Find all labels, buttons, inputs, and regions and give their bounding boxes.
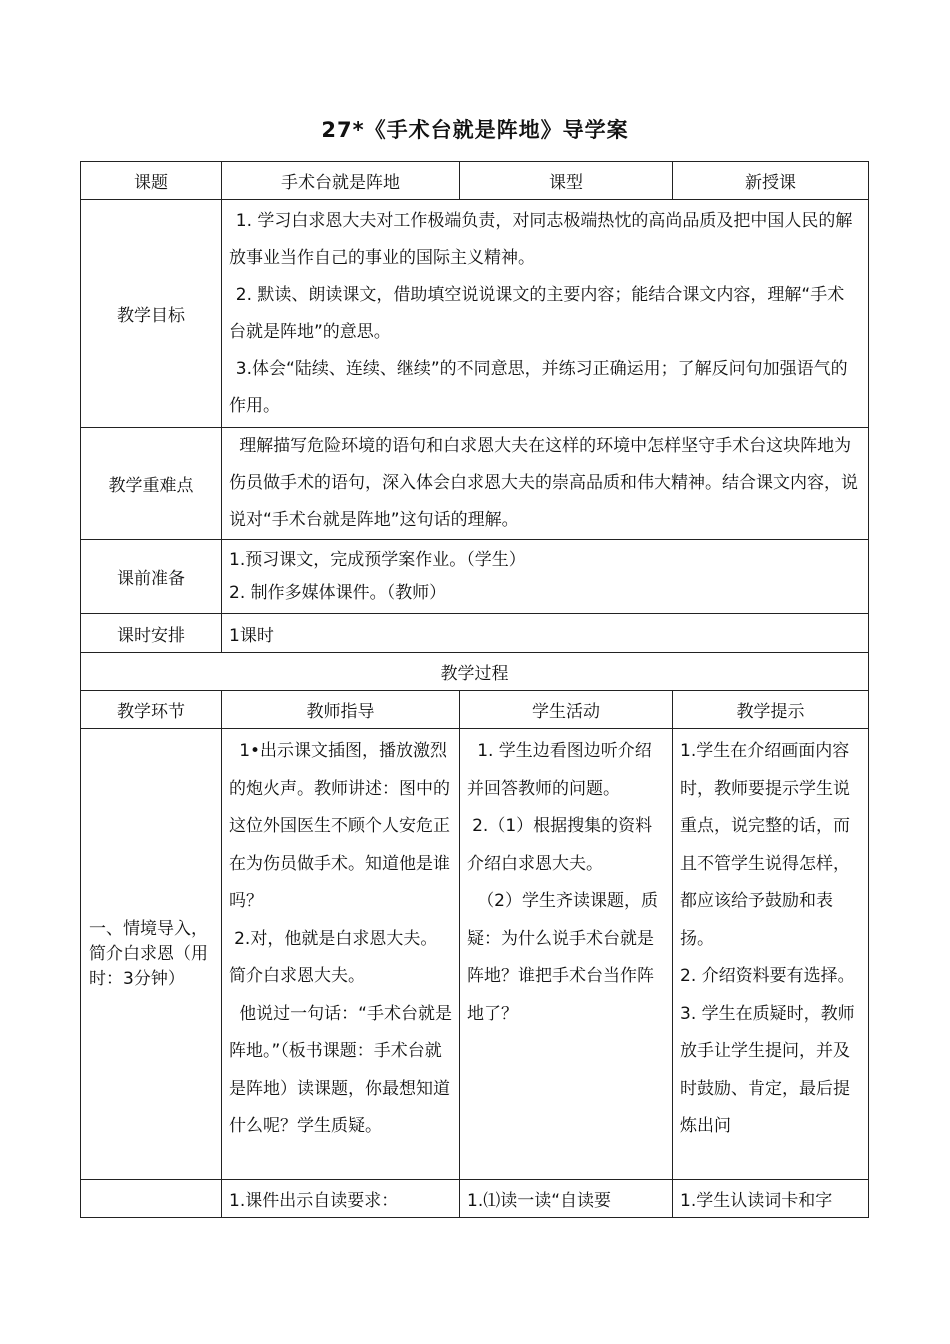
student-cell: 1.⑴读一读“自读要 bbox=[460, 1180, 673, 1218]
process-row bbox=[81, 729, 869, 1180]
column-header-tips: 教学提示 bbox=[673, 691, 869, 729]
objectives-content bbox=[222, 200, 869, 428]
student-step: 1. 学生边看图边听介绍并回答教师的问题。 bbox=[467, 741, 652, 799]
process-title: 教学过程 bbox=[81, 653, 869, 691]
key-points-text: 理解描写危险环境的语句和白求恩大夫在这样的环境中怎样坚守手术台这块阵地为伤员做手术的语句，深入体会白求恩大夫的崇高品质和伟大精神。结合课文内容，说说对“手术台就是阵地”这句话的理解。 bbox=[229, 436, 858, 530]
schedule-row bbox=[81, 614, 869, 653]
teacher-cell: 1.课件出示自读要求： bbox=[222, 1180, 460, 1218]
process-header-row bbox=[81, 691, 869, 729]
tip-item: 1.学生在介绍画面内容时，教师要提示学生说重点，说完整的话，而且不管学生说得怎样，都应该给予鼓励和表扬。 bbox=[680, 741, 850, 949]
lesson-plan-table bbox=[80, 161, 869, 1218]
key-points-row bbox=[81, 428, 869, 540]
topic-value: 手术台就是阵地 bbox=[222, 162, 460, 200]
column-header-student: 学生活动 bbox=[460, 691, 673, 729]
objectives-label: 教学目标 bbox=[81, 200, 222, 428]
preparation-label: 课前准备 bbox=[81, 540, 222, 614]
preparation-content bbox=[222, 540, 869, 614]
document-title: 27*《手术台就是阵地》导学案 bbox=[321, 118, 629, 142]
topic-row bbox=[81, 162, 869, 200]
schedule-label: 课时安排 bbox=[81, 614, 222, 653]
tip-item: 2. 介绍资料要有选择。 bbox=[680, 966, 855, 986]
column-header-stage: 教学环节 bbox=[81, 691, 222, 729]
key-points-label: 教学重难点 bbox=[81, 428, 222, 540]
tip-item: 3. 学生在质疑时，教师放手让学生提问，并及时鼓励、肯定，最后提炼出问 bbox=[680, 1003, 855, 1136]
preparation-item: 2. 制作多媒体课件。（教师） bbox=[229, 582, 447, 603]
objectives-row bbox=[81, 200, 869, 428]
schedule-value: 1课时 bbox=[222, 614, 869, 653]
teacher-step: 他说过一句话：“手术台就是阵地。”（板书课题：手术台就是阵地）读课题，你最想知道什么呢？学生质疑。 bbox=[229, 1003, 452, 1136]
objective-item: 1. 学习白求恩大夫对工作极端负责，对同志极端热忱的高尚品质及把中国人民的解放事业当作自己的事业的国际主义精神。 bbox=[229, 210, 853, 268]
preparation-item: 1.预习课文，完成预学案作业。（学生） bbox=[229, 549, 526, 570]
objective-item: 3.体会“陆续、连续、继续”的不同意思，并练习正确运用；了解反问句加强语气的作用。 bbox=[229, 358, 848, 416]
type-value: 新授课 bbox=[673, 162, 869, 200]
objective-item: 2. 默读、朗读课文，借助填空说说课文的主要内容；能结合课文内容，理解“手术台就是阵地”的意思。 bbox=[229, 284, 845, 342]
key-points-content bbox=[222, 428, 869, 540]
student-step: 2.（1）根据搜集的资料介绍白求恩大夫。 bbox=[467, 816, 653, 874]
stage-cell: 一、情境导入，简介白求恩（用时：3分钟） bbox=[81, 729, 222, 1180]
topic-label: 课题 bbox=[81, 162, 222, 200]
tips-cell: 1.学生认读词卡和字 bbox=[673, 1180, 869, 1218]
preparation-row bbox=[81, 540, 869, 614]
type-label: 课型 bbox=[460, 162, 673, 200]
column-header-teacher: 教师指导 bbox=[222, 691, 460, 729]
teacher-step: 1•出示课文插图，播放激烈的炮火声。教师讲述：图中的这位外国医生不顾个人安危正在为伤员做手术。知道他是谁吗？ bbox=[229, 741, 450, 911]
teacher-cell bbox=[222, 729, 460, 1180]
tips-cell bbox=[673, 729, 869, 1180]
student-cell bbox=[460, 729, 673, 1180]
student-step: （2）学生齐读课题，质疑：为什么说手术台就是阵地？谁把手术台当作阵地了？ bbox=[467, 891, 659, 1024]
stage-cell bbox=[81, 1180, 222, 1218]
process-row bbox=[81, 1180, 869, 1218]
teacher-step: 2.对，他就是白求恩大夫。简介白求恩大夫。 bbox=[229, 928, 438, 986]
process-title-row bbox=[81, 653, 869, 691]
